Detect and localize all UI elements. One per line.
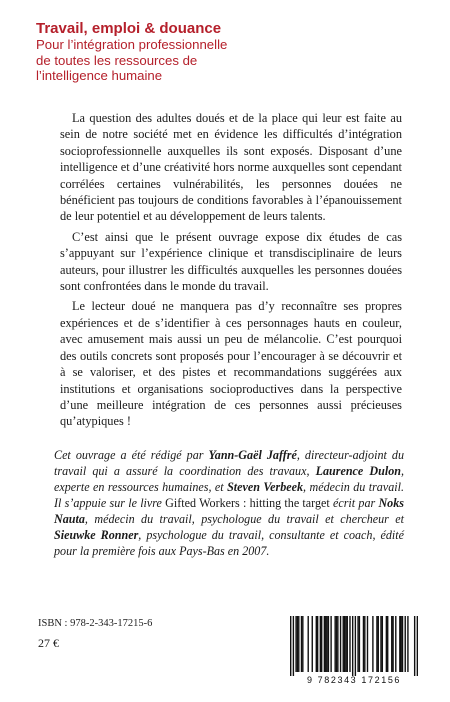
barcode-bar	[326, 616, 327, 672]
series-title: Travail, emploi & douance	[36, 20, 222, 37]
barcode-bar	[395, 616, 396, 672]
barcode-bar	[349, 616, 350, 672]
barcode-bar	[325, 616, 326, 672]
credits-text-2: , directeur-adjoint du travail qui a assuré la coordination des travaux,	[54, 448, 404, 478]
barcode-bar	[290, 616, 291, 676]
credits-text-1: Cet ouvrage a été rédigé par	[54, 448, 209, 462]
barcode-bar	[336, 616, 337, 672]
barcode-bar	[321, 616, 322, 672]
credits-text-6: , médecin du travail, psychologue du travail et chercheur et	[84, 512, 404, 526]
barcode-bar	[380, 616, 381, 672]
barcode-bar	[312, 616, 313, 672]
author-credits	[54, 447, 404, 559]
barcode-bar	[328, 616, 329, 672]
barcode-bar	[402, 616, 403, 672]
barcode-bar	[363, 616, 364, 672]
barcode-bar	[295, 616, 296, 672]
isbn: ISBN : 978-2-343-17215-6	[38, 618, 153, 629]
barcode-bar	[386, 616, 387, 672]
credits-text-3: , experte en ressources humaines, et	[54, 464, 405, 494]
credits-text-4: , médecin du travail. Il s’appuie sur le livre	[54, 480, 404, 510]
barcode-bar	[297, 616, 298, 672]
barcode-bar	[407, 616, 408, 672]
barcode-bar	[367, 616, 368, 672]
barcode-bar	[293, 616, 294, 676]
barcode-bar	[387, 616, 388, 672]
series-subtitle-line-2: de toutes les ressources de	[36, 52, 198, 68]
barcode-bar	[399, 616, 400, 672]
barcode-bar	[352, 616, 353, 676]
price: 27 €	[38, 636, 59, 650]
barcode-bar	[391, 616, 392, 672]
barcode-bar	[317, 616, 318, 672]
barcode-bar	[347, 616, 348, 672]
barcode-bar	[345, 616, 346, 672]
blurb	[60, 110, 402, 434]
barcode-bar	[308, 616, 309, 672]
barcode-bar	[359, 616, 360, 672]
barcode-bar	[330, 616, 331, 672]
barcode-bar	[340, 616, 341, 672]
series-header	[36, 20, 416, 84]
barcode-bar	[382, 616, 383, 672]
credits-text-5: écrit par	[329, 496, 379, 510]
barcode-bar	[376, 616, 377, 672]
series-subtitle-line-1: Pour l’intégration professionnelle	[36, 37, 228, 52]
barcode-bar	[324, 616, 325, 672]
blurb-paragraph-1: La question des adultes doués et de la place qui leur est faite au sein de notre société met en évidence les difficultés d’intégration socioprofessionnelle auxquelles ils sont exposés. Disposant d’une intelligence et d’une créativité hors norme auxquelles sont cependant corrélées certaines vulnérabilités, les personnes douées ne bénéficient pas toujours de conditions favorables à l’épanouissement de leur potentiel et au développement de leurs talents.	[60, 111, 402, 224]
barcode-bar	[355, 616, 356, 676]
barcode-bar	[301, 616, 302, 672]
barcode-bar	[298, 616, 299, 672]
barcode-bar	[343, 616, 344, 672]
barcode-bar	[344, 616, 345, 672]
author-name-4: Noks Nauta	[54, 496, 404, 526]
barcode	[290, 616, 418, 676]
barcode-bar	[392, 616, 393, 672]
barcode-bar	[302, 616, 303, 672]
author-name-3: Steven Verbeek	[227, 480, 304, 494]
series-subtitle-line-3: l’intelligence humaine	[36, 68, 163, 83]
source-book-title: Gifted Workers : hitting the target	[165, 496, 330, 510]
barcode-bar	[320, 616, 321, 672]
barcode-number: 9 782343 172156	[306, 675, 402, 685]
barcode-bar	[372, 616, 373, 672]
author-name-2: Laurence Dulon	[315, 464, 401, 478]
barcode-bar	[334, 616, 335, 672]
author-name-1: Yann-Gaël Jaffré	[208, 448, 297, 462]
barcode-bar	[378, 616, 379, 672]
barcode-bar	[405, 616, 406, 672]
barcode-bar	[357, 616, 358, 672]
blurb-paragraph-3: Le lecteur doué ne manquera pas d’y reconnaître ses propres expériences et de s’identifier à ces personnages hauts en couleur, avec amusement mais aussi un peu de mélancolie. C’est pourquoi des outils concrets sont proposés pour l’encourager à se découvrir et à se valoriser, et des pistes et recommandations suggérées aux institutions et organisations socioproductives dans la perspective d’une meilleure intégration de ces personnes aussi précieuses qu’atypiques !	[60, 299, 402, 429]
author-name-5: Sieuwke Ronner	[54, 528, 139, 542]
barcode-bar	[414, 616, 415, 676]
blurb-paragraph-2: C’est ainsi que le présent ouvrage expose dix études de cas s’appuyant sur l’expérience clinique et transdisciplinaire de leurs auteurs, pour illustrer les difficultés auxquelles les personnes douées sont confrontées dans le monde du travail.	[60, 229, 402, 294]
barcode-bar	[337, 616, 338, 672]
barcode-bar	[400, 616, 401, 672]
barcode-bar	[316, 616, 317, 672]
barcode-bar	[417, 616, 418, 676]
barcode-bar	[364, 616, 365, 672]
credits-text-7: , psychologue du travail, consultante et coach, édité pour la première fois aux Pays-Bas en 2007.	[54, 528, 404, 558]
